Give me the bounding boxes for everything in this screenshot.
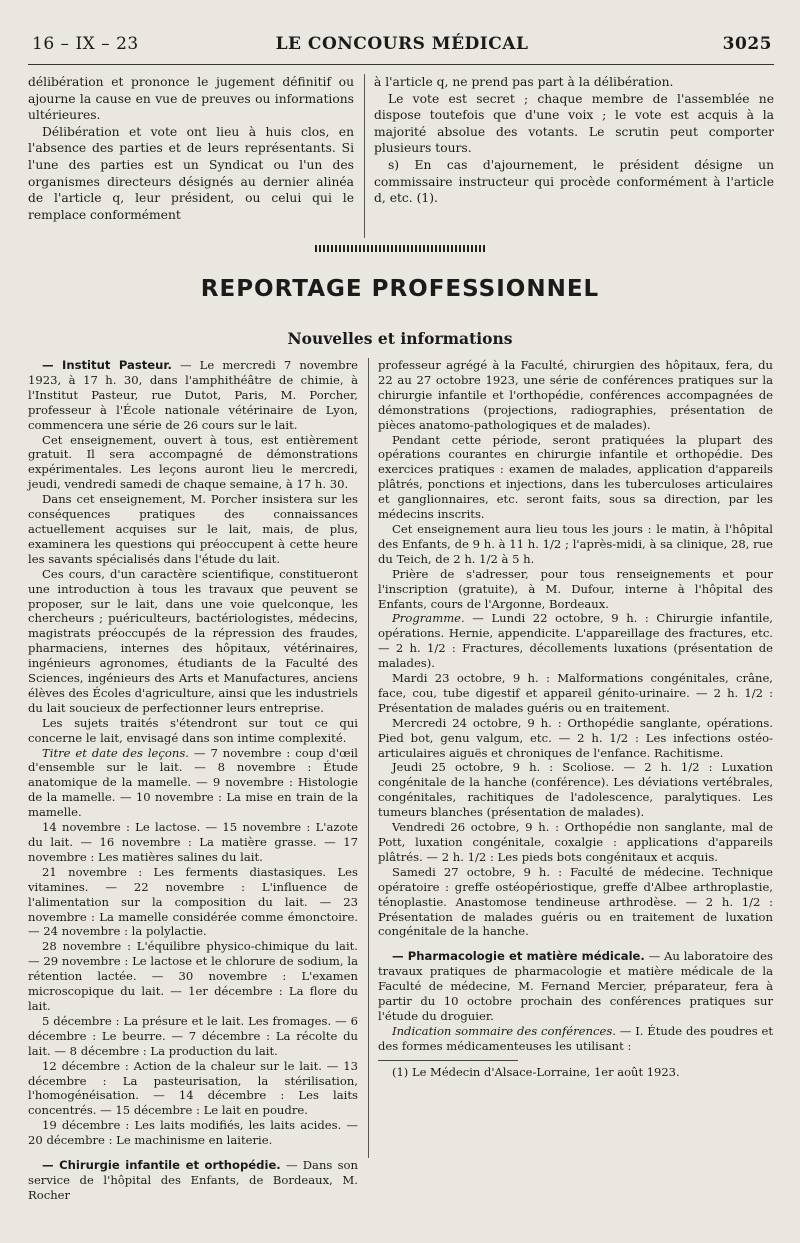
paragraph: Jeudi 25 octobre, 9 h. : Scoliose. — 2 h. 1/2 : Luxation congénitale de la hanche (conférence). Les déviations vertébrales, congénitales, rachitiques de l'adolescence, paralytiques. Les tumeurs blanches (présentation de malades). (378, 760, 773, 820)
paragraph: Cet enseignement, ouvert à tous, est entièrement gratuit. Il sera accompagné de démonstrations expérimentales. Les leçons auront lieu le mercredi, jeudi, vendredi samedi de chaque semaine, à 17 h. 30. (28, 432, 358, 492)
paragraph: s) En cas d'ajournement, le président désigne un commissaire instructeur qui procède conformément à l'article d, etc. (1). (374, 157, 774, 206)
programme-label: Programme. (392, 611, 465, 626)
rubric-chirurgie-infantile: — Chirurgie infantile et orthopédie. (42, 1158, 281, 1173)
section-ornament (0, 244, 800, 255)
header-rule (28, 64, 774, 65)
section-title: REPORTAGE PROFESSIONNEL (200, 276, 600, 302)
page-number: 3025 (722, 34, 772, 54)
top-left-column (28, 74, 354, 223)
paragraph: 19 décembre : Les laits modifiés, les laits acides. — 20 décembre : Le machinisme en laiterie. (28, 1118, 358, 1148)
paragraph: Vendredi 26 octobre, 9 h. : Orthopédie non sanglante, mal de Pott, luxation congénitale, coxalgie : applications d'appareils plâtrés. — 2 h. 1/2 : Les pieds bots congénitaux et acquis. (378, 820, 773, 864)
paragraph: Mercredi 24 octobre, 9 h. : Orthopédie sanglante, opérations. Pied bot, genu valgum, etc. — 2 h. 1/2 : Les infections ostéo-articulaires aiguës et chroniques de l'enfance. Rachitisme. (378, 715, 773, 760)
top-right-column (374, 74, 774, 207)
top-section (28, 74, 774, 244)
paragraph: Ces cours, d'un caractère scientifique, constitueront une introduction à tous les travaux que peuvent se proposer, sur le lait, dans une voie quelconque, les chercheurs ; puériculteurs, bactériologistes, médecins, magistrats préoccupés de la répression des fraudes, pharmaciens, internes des hôpitaux, vétérinaires, ingénieurs agronomes, étudiants de la Faculté des Sciences, ingénieurs des Arts et Manufactures, anciens élèves des Écoles d'agriculture, ainsi que les industriels du lait soucieux de perfectionner leurs entreprise. (28, 566, 358, 715)
paragraph: Les sujets traités s'étendront sur tout ce qui concerne le lait, envisagé dans son intime complexité. (28, 715, 358, 745)
paragraph: 12 décembre : Action de la chaleur sur le lait. — 13 décembre : La pasteurisation, la stérilisation, l'homogénéisation. — 14 décembre : Les laits concentrés. — 15 décembre : Le lait en poudre. (28, 1058, 358, 1118)
paragraph: Dans cet enseignement, M. Porcher insistera sur les conséquences pratiques des connaissances actuellement acquises sur le lait, mais, de plus, examinera les questions qui préoccupent à cette heure les savants spécialisés dans l'étude du lait. (28, 492, 358, 566)
paragraph-text: — Le mercredi 7 novembre 1923, à 17 h. 30, dans l'amphithéâtre de chimie, à l'Institut Pasteur, rue Dutot, Paris, M. Porcher, professeur à l'École nationale vétérinaire de Lyon, commencera une série de 26 cours sur le lait. (28, 358, 358, 432)
paragraph: Prière de s'adresser, pour tous renseignements et pour l'inscription (gratuite), à M. Dufour, interne à l'hôpital des Enfants, cours de l'Argonne, Bordeaux. (378, 566, 773, 611)
paragraph-text: — 7 novembre : coup d'œil d'ensemble sur le lait. — 8 novembre : Étude anatomique de la mamelle. — 9 novembre : Histologie de la mamelle. — 10 novembre : La mise en train de la mamelle. (28, 745, 359, 820)
paragraph-text: — Dans son service de l'hôpital des Enfants, de Bordeaux, M. Rocher (28, 1158, 359, 1202)
journal-title: LE CONCOURS MÉDICAL (275, 34, 529, 54)
paragraph-text: — Lundi 22 octobre, 9 h. : Chirurgie infantile, opérations. Hernie, appendicite. L'appareillage des fractures, etc. — 2 h. 1/2 : Fractures, décollements luxations (présentation de malades). (378, 611, 773, 671)
paragraph: à l'article q, ne prend pas part à la délibération. (374, 75, 674, 89)
rubric-pharmacologie: — Pharmacologie et matière médicale. (392, 949, 645, 964)
column-divider (364, 74, 365, 238)
lessons-label: Titre et date des leçons. (42, 745, 189, 760)
paragraph-text: — Au laboratoire des travaux pratiques de pharmacologie et matière médicale de la Faculté de médecine, M. Fernand Mercier, préparateur, fera à partir du 10 octobre prochain des conférences pratiques sur l'étude du droguier. (378, 949, 773, 1023)
right-column (378, 358, 773, 1080)
paragraph-text: — I. Étude des poudres et des formes médicamenteuses les utilisant : (378, 1023, 773, 1053)
paragraph: 28 novembre : L'équilibre physico-chimique du lait. — 29 novembre : Le lactose et le chlorure de sodium, la rétention lactée. — 30 novembre : L'examen microscopique du lait. — 1er décembre : La flore du lait. (28, 939, 358, 1013)
conferences-label: Indication sommaire des conférences. (392, 1023, 616, 1038)
paragraph: Pendant cette période, seront pratiquées la plupart des opérations courantes en chirurgie infantile et orthopédie. Des exercices pratiques : examen de malades, application d'appareils plâtrés, ponctions et injections, dans les tuberculoses articulaires et ganglionnaires, etc. seront faits, sous sa direction, par les médecins inscrits. (378, 432, 773, 522)
paragraph: délibération et prononce le jugement définitif ou ajourne la cause en vue de preuves ou informations ultérieures. (28, 75, 354, 123)
footnote-rule (378, 1060, 518, 1061)
running-header (32, 34, 772, 58)
paragraph: Cet enseignement aura lieu tous les jours : le matin, à l'hôpital des Enfants, de 9 h. à 11 h. 1/2 ; l'après-midi, à sa clinique, 28, rue du Teich, de 2 h. 1/2 à 5 h. (378, 521, 773, 566)
section-subtitle: Nouvelles et informations (287, 329, 513, 348)
paragraph: 5 décembre : La présure et le lait. Les fromages. — 6 décembre : Le beurre. — 7 décembre : La récolte du lait. — 8 décembre : La production du lait. (28, 1013, 358, 1058)
paragraph: 21 novembre : Les ferments diastasiques. Les vitamines. — 22 novembre : L'influence de l'alimentation sur la composition du lait. — 23 novembre : La mamelle considérée comme émonctoire. — 24 novembre : la polylactie. (28, 864, 358, 939)
column-divider (368, 358, 369, 1158)
paragraph: Mardi 23 octobre, 9 h. : Malformations congénitales, crâne, face, cou, tube digestif et appareil génito-urinaire. — 2 h. 1/2 : Présentation de malades guéris ou en traitement. (378, 671, 773, 715)
paragraph: 14 novembre : Le lactose. — 15 novembre : L'azote du lait. — 16 novembre : La matière grasse. — 17 novembre : Les matières salines du lait. (28, 820, 358, 864)
paragraph: Samedi 27 octobre, 9 h. : Faculté de médecine. Technique opératoire : greffe ostéopériostique, greffe d'Albee arthroplastie, ténoplastie. Anastomose tendineuse arthrodèse. — 2 h. 1/2 : Présentation de malades guéris ou en traitement de luxation congénitale de la hanche. (378, 864, 773, 939)
paragraph: Délibération et vote ont lieu à huis clos, en l'absence des parties et de leurs représentants. Si l'une des parties est un Syndicat ou l'un des organismes directeurs désignés au dernier alinéa de l'article q, leur président, ou celui qui le remplace conformément (28, 124, 354, 222)
footnote: (1) Le Médecin d'Alsace-Lorraine, 1er août 1923. (392, 1064, 680, 1079)
paragraph: professeur agrégé à la Faculté, chirurgien des hôpitaux, fera, du 22 au 27 octobre 1923, une série de conférences pratiques sur la chirurgie infantile et l'orthopédie, conférences accompagnées de démonstrations (projections, radiographies, présentation de pièces anatomo-pathologiques et de malades). (378, 358, 773, 432)
issue-date: 16 – IX – 23 (32, 34, 139, 54)
paragraph: Le vote est secret ; chaque membre de l'assemblée ne dispose toutefois que d'une voix ; le vote est acquis à la majorité absolue des votants. Le scrutin peut comporter plusieurs tours. (374, 91, 774, 156)
rubric-institut-pasteur: — Institut Pasteur. (42, 358, 172, 372)
main-body (28, 358, 774, 1238)
left-column (28, 358, 358, 1203)
